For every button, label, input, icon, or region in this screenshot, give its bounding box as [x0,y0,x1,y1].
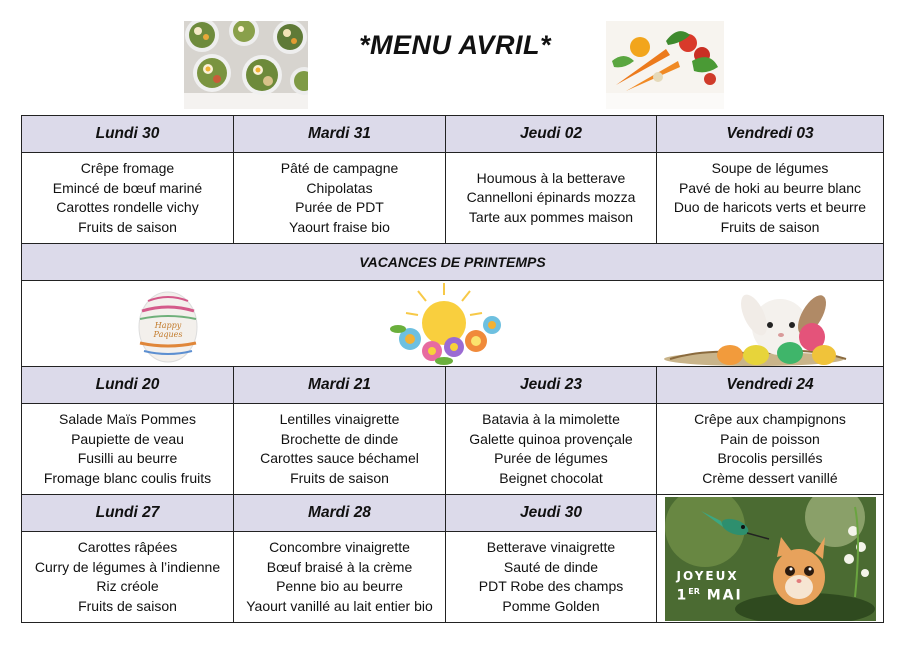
sun-flowers-icon [388,281,504,366]
dish: PDT Robe des champs [478,578,624,594]
may-day-word: MAI [706,587,743,604]
dish: Pâté de campagne [280,160,399,176]
salad-bowls-photo [184,21,308,109]
dish: Emincé de bœuf mariné [52,179,203,196]
dish: Galette quinoa provençale [469,430,633,447]
may-day-line1: JOYEUX [676,568,739,583]
dish: Fruits de saison [290,469,389,486]
day-menu [657,404,884,495]
dish: Crème dessert vanillé [702,469,838,486]
day-menu [22,153,234,244]
dish: Yaourt vanillé au lait entier bio [246,597,433,614]
dish: Pavé de hoki au beurre blanc [678,179,862,196]
dish: Crêpe fromage [80,160,175,176]
may-day-line2 [677,587,743,604]
dish: Curry de légumes à l’indienne [34,558,221,575]
dishes-row [22,404,884,495]
bunny-eggs-icon [662,285,852,366]
dish: Pain de poisson [720,430,820,447]
day-header-row [22,495,884,532]
dish: Brochette de dinde [280,430,399,447]
day-header: Mardi 28 [234,495,446,532]
may-day-ordinal: ER [688,586,700,596]
day-menu [22,532,234,623]
spring-decoration [22,281,884,367]
day-header: Lundi 27 [22,495,234,532]
dish: Carottes sauce béchamel [260,450,419,466]
day-header: Mardi 31 [234,116,446,153]
holiday-band: VACANCES DE PRINTEMPS [22,244,884,281]
menu-table [21,115,884,623]
dish: Paupiette de veau [71,430,184,447]
day-header: Jeudi 23 [446,367,657,404]
dish: Riz créole [96,578,159,594]
dish: Beignet chocolat [499,469,603,486]
page-title: *MENU AVRIL* [358,30,551,60]
day-menu [234,404,446,495]
day-menu [446,532,657,623]
dish: Lentilles vinaigrette [279,411,400,427]
day-header: Lundi 30 [22,116,234,153]
dish: Fruits de saison [720,218,820,235]
dish: Sauté de dinde [503,558,599,575]
day-header: Vendredi 03 [657,116,884,153]
may-day-card [657,495,884,623]
day-menu [446,153,657,244]
dish: Purée de PDT [295,199,384,215]
dish: Purée de légumes [494,450,608,466]
dish: Bœuf braisé à la crème [266,558,413,575]
day-header-row [22,367,884,404]
day-header-row [22,116,884,153]
dish: Salade Maïs Pommes [59,411,196,427]
day-menu [22,404,234,495]
dish: Penne bio au beurre [276,578,403,594]
holiday-row [22,244,884,281]
day-menu [234,532,446,623]
dish: Duo de haricots verts et beurre [673,199,867,215]
decoration-row [22,281,884,367]
dish: Crêpe aux champignons [694,411,846,427]
day-menu [446,404,657,495]
dish: Chipolatas [306,179,373,196]
day-header: Jeudi 30 [446,495,657,532]
day-header: Lundi 20 [22,367,234,404]
dish: Brocolis persillés [717,450,823,466]
dish: Carottes rondelle vichy [56,199,199,215]
vegetables-photo [606,21,724,109]
day-header: Vendredi 24 [657,367,884,404]
dish: Yaourt fraise bio [289,218,390,235]
dish: Batavia à la mimolette [482,411,620,427]
dishes-row [22,153,884,244]
dish: Houmous à la betterave [476,169,626,186]
dish: Betterave vinaigrette [486,539,616,555]
day-menu [657,153,884,244]
day-menu [234,153,446,244]
dish: Fruits de saison [78,597,177,614]
may-day-number: 1 [676,587,689,604]
dish: Fusilli au beurre [77,450,178,466]
dish: Fruits de saison [78,218,177,235]
dish: Carottes râpées [77,539,178,555]
dish: Tarte aux pommes maison [468,208,634,225]
dish: Soupe de légumes [711,160,829,176]
dish: Cannelloni épinards mozza [466,189,636,206]
dish: Concombre vinaigrette [269,539,410,555]
dish: Pomme Golden [502,597,600,614]
dish: Fromage blanc coulis fruits [43,469,212,486]
day-header: Jeudi 02 [446,116,657,153]
egg-label: Happy Paques [153,321,183,339]
day-header: Mardi 21 [234,367,446,404]
